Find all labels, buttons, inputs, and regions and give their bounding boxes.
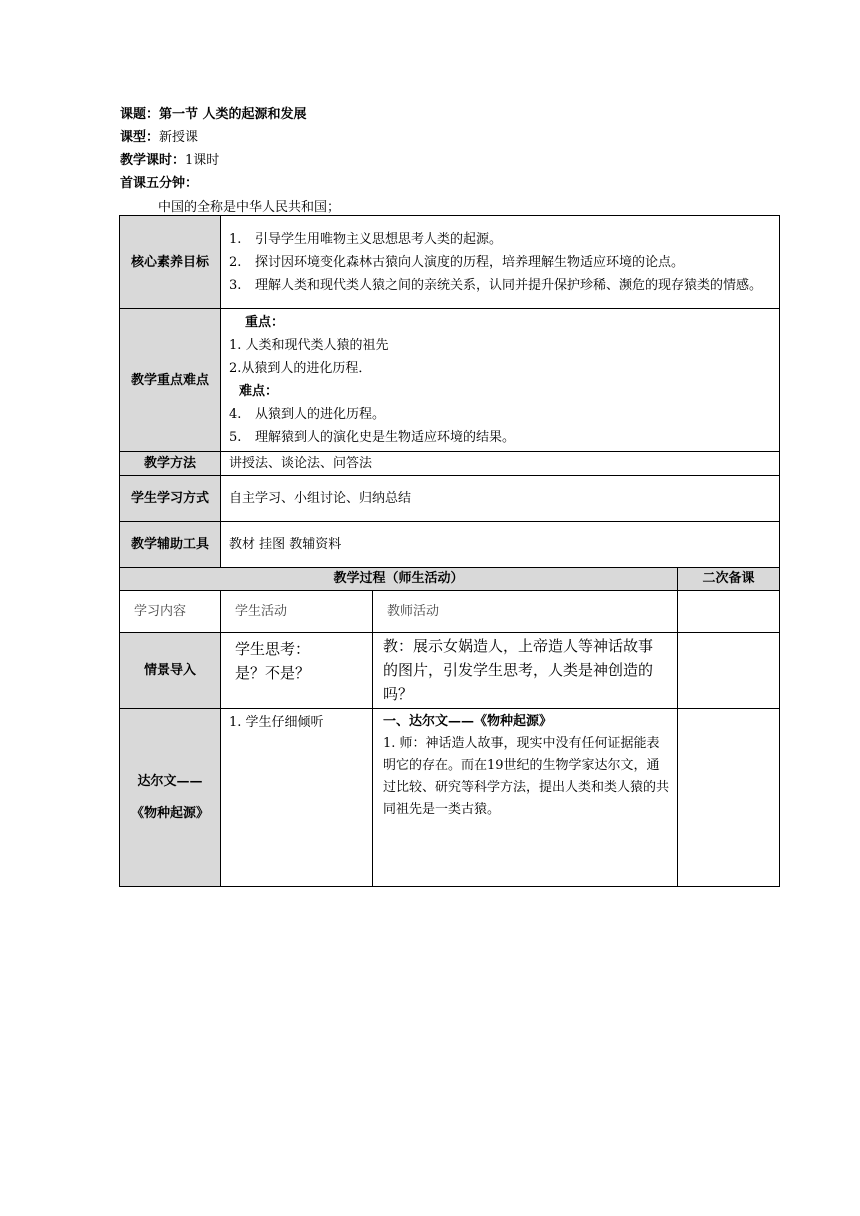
key-item: 2.从猿到人的进化历程． [229,361,372,376]
core-item-text: 理解人类和现代类人猿之间的亲统关系，认同并提升保护珍稀、濒危的现存猿类的情感。 [255,277,763,293]
darwin-teacher-block [373,709,677,823]
tools-value-text: 教材 挂图 教辅资料 [229,537,342,552]
darwin-teacher [373,709,678,887]
intro-label-text: 情景导入 [143,663,196,678]
tools-value [221,522,780,568]
hours-label: 教学课时： [120,153,186,168]
core-item-text: 引导学生用唯物主义思想思考人类的起源。 [255,231,503,247]
lesson-type [120,129,198,147]
method-value [221,452,780,476]
second-prep-header [678,568,780,591]
core-content [221,216,780,309]
five-minute-heading [120,175,198,193]
darwin-label-block [120,764,220,832]
core-item [229,228,771,251]
col-second [678,591,780,633]
hours-value: 1课时 [185,153,220,168]
core-label-text: 核心素养目标 [130,254,209,270]
difficulty-item [229,403,771,426]
key-title: 重点： [245,315,285,330]
process-title [120,568,678,591]
key-content [221,309,780,452]
darwin-label [120,709,221,887]
core-list [221,227,779,298]
col-teacher-text: 教师活动 [387,604,440,619]
intro-row [120,633,780,709]
intro-student-text: 学生思考： 是？不是？ [235,640,311,682]
study-label-text: 学生学习方式 [130,491,209,506]
key-row [120,309,780,452]
intro-second [678,633,780,709]
method-row [120,452,780,476]
key-item: 1. 人类和现代类人猿的祖先 [229,338,389,353]
intro-student [221,633,373,709]
lesson-plan-table [119,215,780,887]
core-item [229,274,771,297]
difficulty-item-num: 5. [229,430,242,445]
intro-text: 中国的全称是中华人民共和国； [158,200,341,215]
col-student-text: 学生活动 [235,604,288,619]
col-content-text: 学习内容 [134,604,187,619]
darwin-student-text: 1. 学生仔细倾听 [229,715,324,730]
core-label [120,216,221,309]
core-row [120,216,780,309]
key-list [221,309,779,451]
darwin-label-line2: 《物种起源》 [130,805,209,821]
method-label-text: 教学方法 [143,455,196,471]
core-item-num: 3. [229,277,242,293]
key-label [120,309,221,452]
difficulty-item-text: 从猿到人的进化历程。 [255,407,386,422]
type-value: 新授课 [159,130,199,145]
topic-value: 第一节 人类的起源和发展 [159,107,307,122]
darwin-student [221,709,373,887]
study-label [120,476,221,522]
tools-label [120,522,221,568]
tools-label-text: 教学辅助工具 [130,537,209,552]
difficulty-title: 难点： [239,384,279,399]
method-value-text: 讲授法、谈论法、问答法 [229,455,373,471]
darwin-teacher-title: 一、达尔文——《物种起源》 [383,714,553,729]
study-value [221,476,780,522]
col-content [120,591,221,633]
lesson-hours [120,152,219,170]
col-teacher [373,591,678,633]
intro-teacher [373,633,678,709]
second-prep-text: 二次备课 [702,571,755,586]
core-item [229,251,771,274]
intro-teacher-text: 教：展示女娲造人，上帝造人等神话故事的图片，引发学生思考，人类是神创造的吗？ [383,637,654,703]
process-header-row [120,568,780,591]
darwin-row [120,709,780,887]
topic-label: 课题： [120,107,160,122]
method-label [120,452,221,476]
darwin-teacher-text: 1. 师：神话造人故事，现实中没有任何证据能表明它的存在。而在19世纪的生物学家达尔文，通过比较、研究等科学方法，提出人类和类人猿的共同祖先是一类古猿。 [383,736,670,817]
core-item-num: 2. [229,254,242,270]
core-item-num: 1. [229,231,242,247]
darwin-label-line1: 达尔文—— [137,773,203,789]
study-value-text: 自主学习、小组讨论、归纳总结 [229,491,412,506]
process-title-text: 教学过程（师生活动） [333,571,464,586]
difficulty-item-text: 理解猿到人的演化史是生物适应环境的结果。 [255,430,516,445]
tools-row [120,522,780,568]
intro-label [120,633,221,709]
study-row [120,476,780,522]
column-header-row [120,591,780,633]
col-student [221,591,373,633]
difficulty-item-num: 4. [229,407,242,422]
darwin-second [678,709,780,887]
core-item-text: 探讨因环境变化森林古猿向人演度的历程，培养理解生物适应环境的论点。 [255,254,685,270]
type-label: 课型： [120,130,160,145]
five-minute-label: 首课五分钟： [120,176,199,191]
difficulty-item [229,426,771,449]
key-label-text: 教学重点难点 [130,372,209,388]
lesson-topic [120,106,307,124]
